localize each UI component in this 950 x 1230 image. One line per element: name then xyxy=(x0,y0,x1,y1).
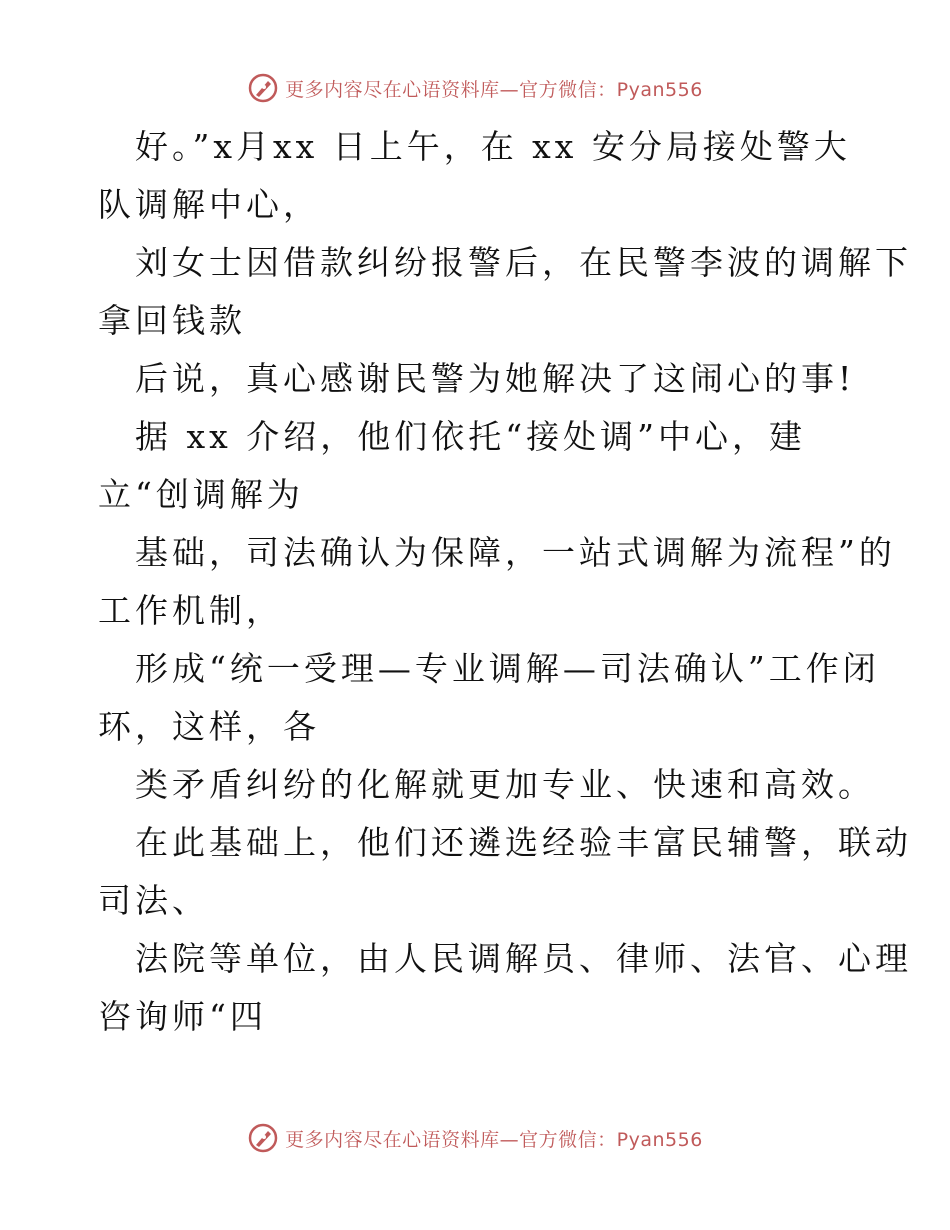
paragraph-line: 基础，司法确认为保障，一站式调解为流程”的 xyxy=(135,533,896,572)
document-body xyxy=(98,118,912,1046)
pen-nib-circle-icon xyxy=(247,72,279,104)
footer-text: 更多内容尽在心语资料库—官方微信：Pyan556 xyxy=(285,1128,703,1151)
pen-nib-circle-icon xyxy=(247,1122,279,1154)
footer-watermark xyxy=(0,1122,950,1154)
paragraph-line: 法院等单位，由人民调解员、律师、法官、心理 xyxy=(135,939,912,978)
paragraph-line: 形成“统一受理—专业调解—司法确认”工作闭 xyxy=(135,649,880,688)
paragraph-line: 工作机制， xyxy=(98,591,283,630)
paragraph-line: 据 xx 介绍，他们依托“接处调”中心，建 xyxy=(135,417,806,456)
paragraph-line: 拿回钱款 xyxy=(98,301,246,340)
paragraph-line: 司法、 xyxy=(98,881,209,920)
paragraph-line: 后说，真心感谢民警为她解决了这闹心的事! xyxy=(135,359,856,398)
paragraph-line: 环，这样，各 xyxy=(98,707,320,746)
header-watermark xyxy=(0,72,950,104)
paragraph-line: 队调解中心， xyxy=(98,185,320,224)
paragraph-line: 刘女士因借款纠纷报警后，在民警李波的调解下 xyxy=(135,243,912,282)
paragraph-line: 在此基础上，他们还遴选经验丰富民辅警，联动 xyxy=(135,823,912,862)
paragraph-line: 立“创调解为 xyxy=(98,475,304,514)
paragraph-line: 咨询师“四 xyxy=(98,997,267,1036)
paragraph-line: 类矛盾纠纷的化解就更加专业、快速和高效。 xyxy=(135,765,875,804)
paragraph-line: 好。”x月xx 日上午，在 xx 安分局接处警大 xyxy=(135,127,851,166)
header-text: 更多内容尽在心语资料库—官方微信：Pyan556 xyxy=(285,78,703,101)
